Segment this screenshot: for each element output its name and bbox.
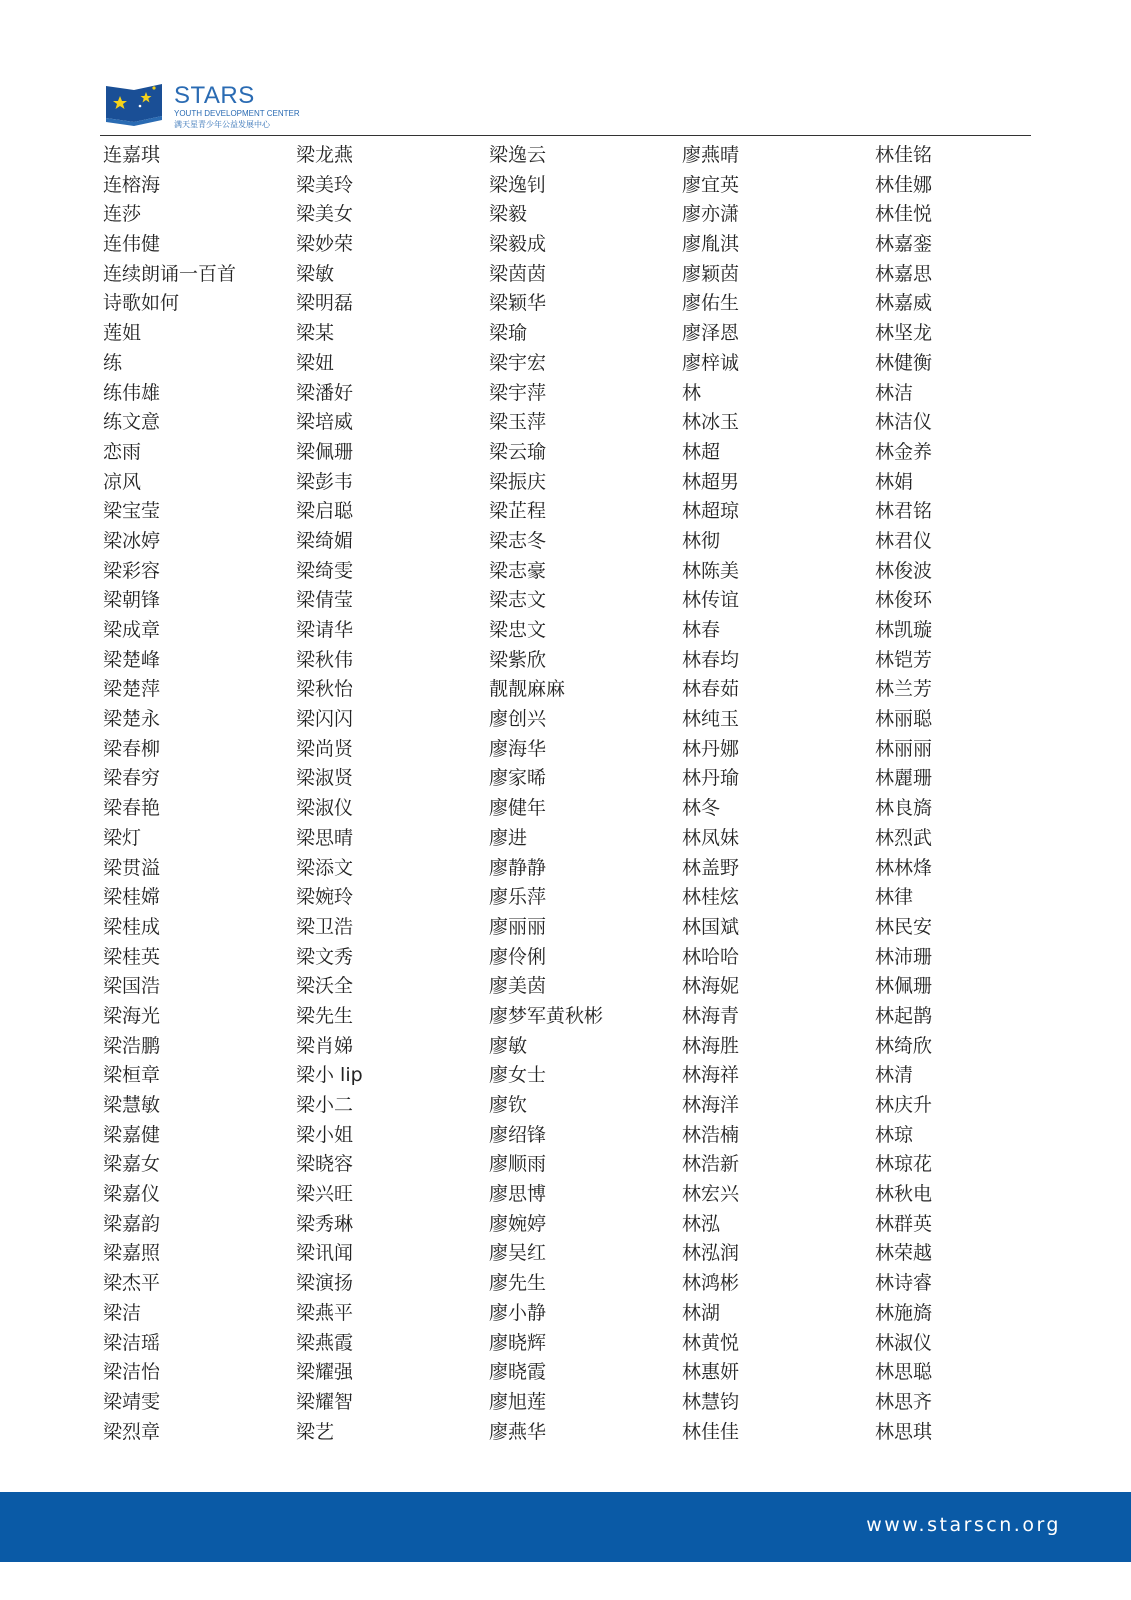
logo-subtitle-cn: 满天星青少年公益发展中心 [174, 120, 270, 129]
name-entry: 梁耀智 [296, 1390, 354, 1413]
name-entry: 梁楚峰 [103, 648, 161, 671]
name-entry: 廖燕华 [489, 1420, 547, 1443]
name-entry: 林浩新 [682, 1153, 740, 1176]
name-entry: 梁淑仪 [296, 797, 354, 820]
name-entry: 梁成章 [103, 619, 161, 641]
name-entry: 林佳悦 [875, 203, 933, 226]
name-entry: 林传谊 [682, 589, 740, 612]
name-entry: 林良旖 [875, 797, 933, 820]
name-entry: 靓靓麻麻 [489, 678, 566, 701]
name-entry: 连伟健 [103, 233, 161, 256]
name-entry: 廖宜英 [682, 173, 740, 196]
name-entry: 梁志豪 [489, 559, 547, 582]
name-entry: 梁洁 [103, 1301, 142, 1324]
name-entry: 林超男 [682, 470, 740, 493]
name-entry: 梁楚萍 [103, 678, 161, 701]
name-entry: 廖思博 [489, 1183, 547, 1206]
name-entry: 梁桂英 [103, 945, 161, 968]
name-entry: 林 [682, 381, 702, 404]
name-entry: 林君铭 [875, 500, 933, 523]
name-entry: 梁沃全 [296, 975, 354, 998]
name-entry: 廖家晞 [489, 767, 547, 790]
name-entry: 林绮欣 [875, 1034, 933, 1057]
name-entry: 廖婉婷 [489, 1212, 547, 1235]
logo-subtitle-en: YOUTH DEVELOPMENT CENTER [174, 109, 300, 118]
name-entry: 林民安 [875, 915, 933, 938]
name-entry: 林兰芳 [875, 678, 933, 701]
name-entry: 林春茹 [682, 678, 740, 701]
name-entry: 梁海光 [103, 1004, 161, 1027]
name-entry: 林嘉威 [875, 292, 933, 315]
book-flag-icon [106, 84, 162, 126]
name-entry: 林海祥 [682, 1064, 740, 1087]
name-entry: 梁颖华 [489, 292, 547, 315]
name-entry: 梁秀琳 [296, 1212, 354, 1235]
name-entry: 梁淑贤 [296, 767, 354, 790]
name-entry: 林思琪 [875, 1420, 933, 1443]
name-entry: 梁玉萍 [489, 411, 547, 434]
name-entry: 林庆升 [875, 1094, 933, 1116]
name-entry: 林铠芳 [875, 648, 933, 671]
name-entry: 林洁 [875, 381, 914, 404]
name-entry: 林海洋 [682, 1094, 740, 1116]
name-entry: 梁嘉韵 [103, 1212, 161, 1235]
name-entry: 梁演扬 [296, 1272, 354, 1295]
name-entry: 廖泽恩 [682, 322, 740, 345]
footer-bar [0, 1492, 1131, 1562]
name-entry: 梁潘好 [296, 381, 354, 404]
name-entry: 梁闪闪 [296, 708, 354, 731]
name-entry: 梁某 [296, 322, 335, 345]
name-entry: 梁先生 [296, 1004, 354, 1027]
name-entry: 林群英 [875, 1212, 933, 1235]
name-entry: 廖燕晴 [682, 144, 740, 166]
name-entry: 廖敏 [489, 1034, 528, 1057]
name-entry: 廖丽丽 [489, 915, 547, 938]
name-entry: 梁国浩 [103, 975, 161, 998]
name-entry: 林麗珊 [875, 767, 933, 790]
name-entry: 林丽聪 [875, 708, 933, 731]
name-entry: 梁倩莹 [296, 589, 354, 612]
name-entry: 林林烽 [875, 856, 933, 879]
name-entry: 廖梦军黄秋彬 [489, 1004, 604, 1027]
name-entry: 梁彭韦 [296, 470, 354, 493]
name-entry: 廖乐萍 [489, 886, 547, 909]
name-entry: 梁燕霞 [296, 1331, 354, 1354]
name-entry: 连嘉琪 [103, 144, 161, 166]
names-grid [103, 141, 1068, 1447]
name-entry: 廖旭莲 [489, 1390, 547, 1413]
name-entry: 林施旖 [875, 1301, 933, 1324]
name-entry: 梁小二 [296, 1094, 354, 1116]
name-entry: 连续朗诵一百首 [103, 262, 237, 285]
name-entry: 林泓润 [682, 1242, 740, 1265]
name-entry: 廖美茵 [489, 975, 547, 998]
name-entry: 梁杰平 [103, 1272, 161, 1295]
name-entry: 梁兴旺 [296, 1183, 354, 1206]
name-entry: 梁思晴 [296, 826, 354, 849]
name-entry: 梁尚贤 [296, 737, 354, 760]
name-entry: 梁启聪 [296, 500, 354, 523]
name-entry: 梁云瑜 [489, 440, 547, 463]
name-entry: 廖顺雨 [489, 1153, 547, 1176]
name-entry: 林纯玉 [682, 708, 740, 731]
name-entry: 连莎 [103, 203, 142, 226]
name-entry: 林佳佳 [682, 1420, 740, 1443]
name-entry: 林惠妍 [682, 1361, 740, 1384]
name-entry: 林宏兴 [682, 1183, 740, 1206]
name-entry: 林哈哈 [682, 945, 740, 968]
name-entry: 林凤妹 [682, 826, 740, 849]
name-entry: 梁文秀 [296, 945, 354, 968]
logo-title: STARS [174, 82, 255, 109]
name-entry: 梁龙燕 [296, 144, 354, 166]
name-entry: 廖钦 [489, 1094, 528, 1116]
name-entry: 林丹娜 [682, 737, 740, 760]
name-entry: 梁桂成 [103, 915, 161, 938]
name-entry: 梁小 lip [296, 1064, 363, 1087]
name-entry: 恋雨 [103, 440, 142, 463]
name-entry: 林思齐 [875, 1390, 933, 1413]
name-entry: 林洁仪 [875, 411, 933, 434]
name-entry: 梁烈章 [103, 1420, 161, 1443]
name-entry: 梁培威 [296, 411, 354, 434]
name-entry: 林荣越 [875, 1242, 933, 1265]
name-entry: 梁嘉仪 [103, 1183, 161, 1206]
name-entry: 梁逸钊 [489, 173, 547, 196]
name-entry: 梁嘉健 [103, 1123, 161, 1146]
name-entry: 林冰玉 [682, 411, 740, 434]
name-entry: 梁忠文 [489, 619, 547, 641]
logo-text [174, 84, 300, 130]
name-entry: 林律 [875, 886, 914, 909]
name-entry: 林坚龙 [875, 322, 933, 345]
name-entry: 林彻 [682, 529, 721, 552]
name-entry: 廖小静 [489, 1301, 547, 1324]
name-entry: 梁冰婷 [103, 529, 161, 552]
name-entry: 林海胜 [682, 1034, 740, 1057]
name-entry: 莲姐 [103, 322, 142, 345]
name-entry: 廖海华 [489, 737, 547, 760]
name-entry: 林慧钧 [682, 1390, 740, 1413]
name-entry: 梁讯闻 [296, 1242, 354, 1265]
name-entry: 梁燕平 [296, 1301, 354, 1324]
name-entry: 梁慧敏 [103, 1094, 161, 1116]
name-entry: 林海妮 [682, 975, 740, 998]
name-entry: 梁美玲 [296, 173, 354, 196]
name-entry: 梁明磊 [296, 292, 354, 315]
name-entry: 林嘉思 [875, 262, 933, 285]
name-entry: 梁卫浩 [296, 915, 354, 938]
name-column [875, 141, 1068, 1447]
name-entry: 梁紫欣 [489, 648, 547, 671]
name-entry: 连榕海 [103, 173, 161, 196]
name-entry: 梁肖娣 [296, 1034, 354, 1057]
website-link[interactable]: www.starscn.org [866, 1514, 1061, 1536]
name-entry: 练伟雄 [103, 381, 161, 404]
name-entry: 廖伶俐 [489, 945, 547, 968]
name-entry: 林丹瑜 [682, 767, 740, 790]
name-entry: 廖佑生 [682, 292, 740, 315]
name-entry: 林君仪 [875, 529, 933, 552]
name-entry: 梁毅 [489, 203, 528, 226]
name-entry: 林泓 [682, 1212, 721, 1235]
name-entry: 林冬 [682, 797, 721, 820]
name-entry: 梁佩珊 [296, 440, 354, 463]
name-entry: 梁敏 [296, 262, 335, 285]
name-entry: 梁楚永 [103, 708, 161, 731]
name-column [682, 141, 875, 1447]
name-entry: 林佳娜 [875, 173, 933, 196]
name-entry: 林娟 [875, 470, 914, 493]
name-entry: 梁毅成 [489, 233, 547, 256]
name-entry: 林凯璇 [875, 619, 933, 641]
name-entry: 林佳铭 [875, 144, 933, 166]
name-entry: 林海青 [682, 1004, 740, 1027]
name-entry: 梁秋怡 [296, 678, 354, 701]
name-entry: 梁小姐 [296, 1123, 354, 1146]
name-entry: 廖创兴 [489, 708, 547, 731]
name-column [296, 141, 489, 1447]
name-entry: 梁绮媚 [296, 529, 354, 552]
name-entry: 林诗睿 [875, 1272, 933, 1295]
name-entry: 廖胤淇 [682, 233, 740, 256]
name-entry: 梁茵茵 [489, 262, 547, 285]
name-entry: 梁艺 [296, 1420, 335, 1443]
name-entry: 林淑仪 [875, 1331, 933, 1354]
name-entry: 廖静静 [489, 856, 547, 879]
name-entry: 梁朝锋 [103, 589, 161, 612]
name-entry: 诗歌如何 [103, 292, 180, 315]
name-entry: 梁绮雯 [296, 559, 354, 582]
name-entry: 梁嘉女 [103, 1153, 161, 1176]
name-entry: 林烈武 [875, 826, 933, 849]
name-entry: 林超 [682, 440, 721, 463]
name-entry: 廖女士 [489, 1064, 547, 1087]
name-entry: 林春均 [682, 648, 740, 671]
name-entry: 梁洁瑶 [103, 1331, 161, 1354]
name-entry: 林俊波 [875, 559, 933, 582]
name-entry: 林健衡 [875, 351, 933, 374]
name-entry: 廖晓霞 [489, 1361, 547, 1384]
name-entry: 廖晓辉 [489, 1331, 547, 1354]
name-entry: 林陈美 [682, 559, 740, 582]
name-entry: 梁彩容 [103, 559, 161, 582]
name-entry: 梁桓章 [103, 1064, 161, 1087]
name-entry: 梁志冬 [489, 529, 547, 552]
name-entry: 梁志文 [489, 589, 547, 612]
name-entry: 林俊环 [875, 589, 933, 612]
name-entry: 练 [103, 351, 123, 374]
name-entry: 梁晓容 [296, 1153, 354, 1176]
name-entry: 林盖野 [682, 856, 740, 879]
name-entry: 林黄悦 [682, 1331, 740, 1354]
name-entry: 梁美女 [296, 203, 354, 226]
name-entry: 林清 [875, 1064, 914, 1087]
name-entry: 梁振庆 [489, 470, 547, 493]
name-entry: 林秋电 [875, 1183, 933, 1206]
name-entry: 廖梓诚 [682, 351, 740, 374]
name-entry: 廖先生 [489, 1272, 547, 1295]
name-entry: 林起鹊 [875, 1004, 933, 1027]
name-entry: 梁秋伟 [296, 648, 354, 671]
name-entry: 梁耀强 [296, 1361, 354, 1384]
name-entry: 梁嘉照 [103, 1242, 161, 1265]
name-entry: 林丽丽 [875, 737, 933, 760]
name-entry: 林沛珊 [875, 945, 933, 968]
name-entry: 林超琼 [682, 500, 740, 523]
name-entry: 梁浩鹏 [103, 1034, 161, 1057]
name-column [489, 141, 682, 1447]
name-entry: 梁添文 [296, 856, 354, 879]
name-entry: 林桂炫 [682, 886, 740, 909]
name-entry: 梁请华 [296, 619, 354, 641]
name-entry: 林春 [682, 619, 721, 641]
name-entry: 梁贯溢 [103, 856, 161, 879]
name-entry: 林浩楠 [682, 1123, 740, 1146]
name-entry: 梁春穷 [103, 767, 161, 790]
name-entry: 梁宇宏 [489, 351, 547, 374]
name-entry: 练文意 [103, 411, 161, 434]
name-column [103, 141, 296, 1447]
name-entry: 廖吴红 [489, 1242, 547, 1265]
name-entry: 梁瑜 [489, 322, 528, 345]
name-entry: 梁春艳 [103, 797, 161, 820]
name-entry: 廖进 [489, 826, 528, 849]
name-entry: 林琼花 [875, 1153, 933, 1176]
name-entry: 林国斌 [682, 915, 740, 938]
name-entry: 凉风 [103, 470, 142, 493]
name-entry: 林嘉銮 [875, 233, 933, 256]
name-entry: 林金养 [875, 440, 933, 463]
name-entry: 廖绍锋 [489, 1123, 547, 1146]
name-entry: 林鸿彬 [682, 1272, 740, 1295]
name-entry: 梁洁怡 [103, 1361, 161, 1384]
name-entry: 廖健年 [489, 797, 547, 820]
name-entry: 梁婉玲 [296, 886, 354, 909]
name-entry: 廖颖茵 [682, 262, 740, 285]
name-entry: 林佩珊 [875, 975, 933, 998]
name-entry: 林湖 [682, 1301, 721, 1324]
name-entry: 梁妞 [296, 351, 335, 374]
name-entry: 梁逸云 [489, 144, 547, 166]
header-divider [100, 135, 1031, 136]
name-entry: 梁芷程 [489, 500, 547, 523]
name-entry: 梁春柳 [103, 737, 161, 760]
name-entry: 梁妙荣 [296, 233, 354, 256]
name-entry: 林思聪 [875, 1361, 933, 1384]
name-entry: 梁靖雯 [103, 1390, 161, 1413]
name-entry: 梁宇萍 [489, 381, 547, 404]
name-entry: 梁灯 [103, 826, 142, 849]
name-entry: 梁桂嫦 [103, 886, 161, 909]
name-entry: 廖亦潇 [682, 203, 740, 226]
name-entry: 梁宝莹 [103, 500, 161, 523]
name-entry: 林琼 [875, 1123, 914, 1146]
